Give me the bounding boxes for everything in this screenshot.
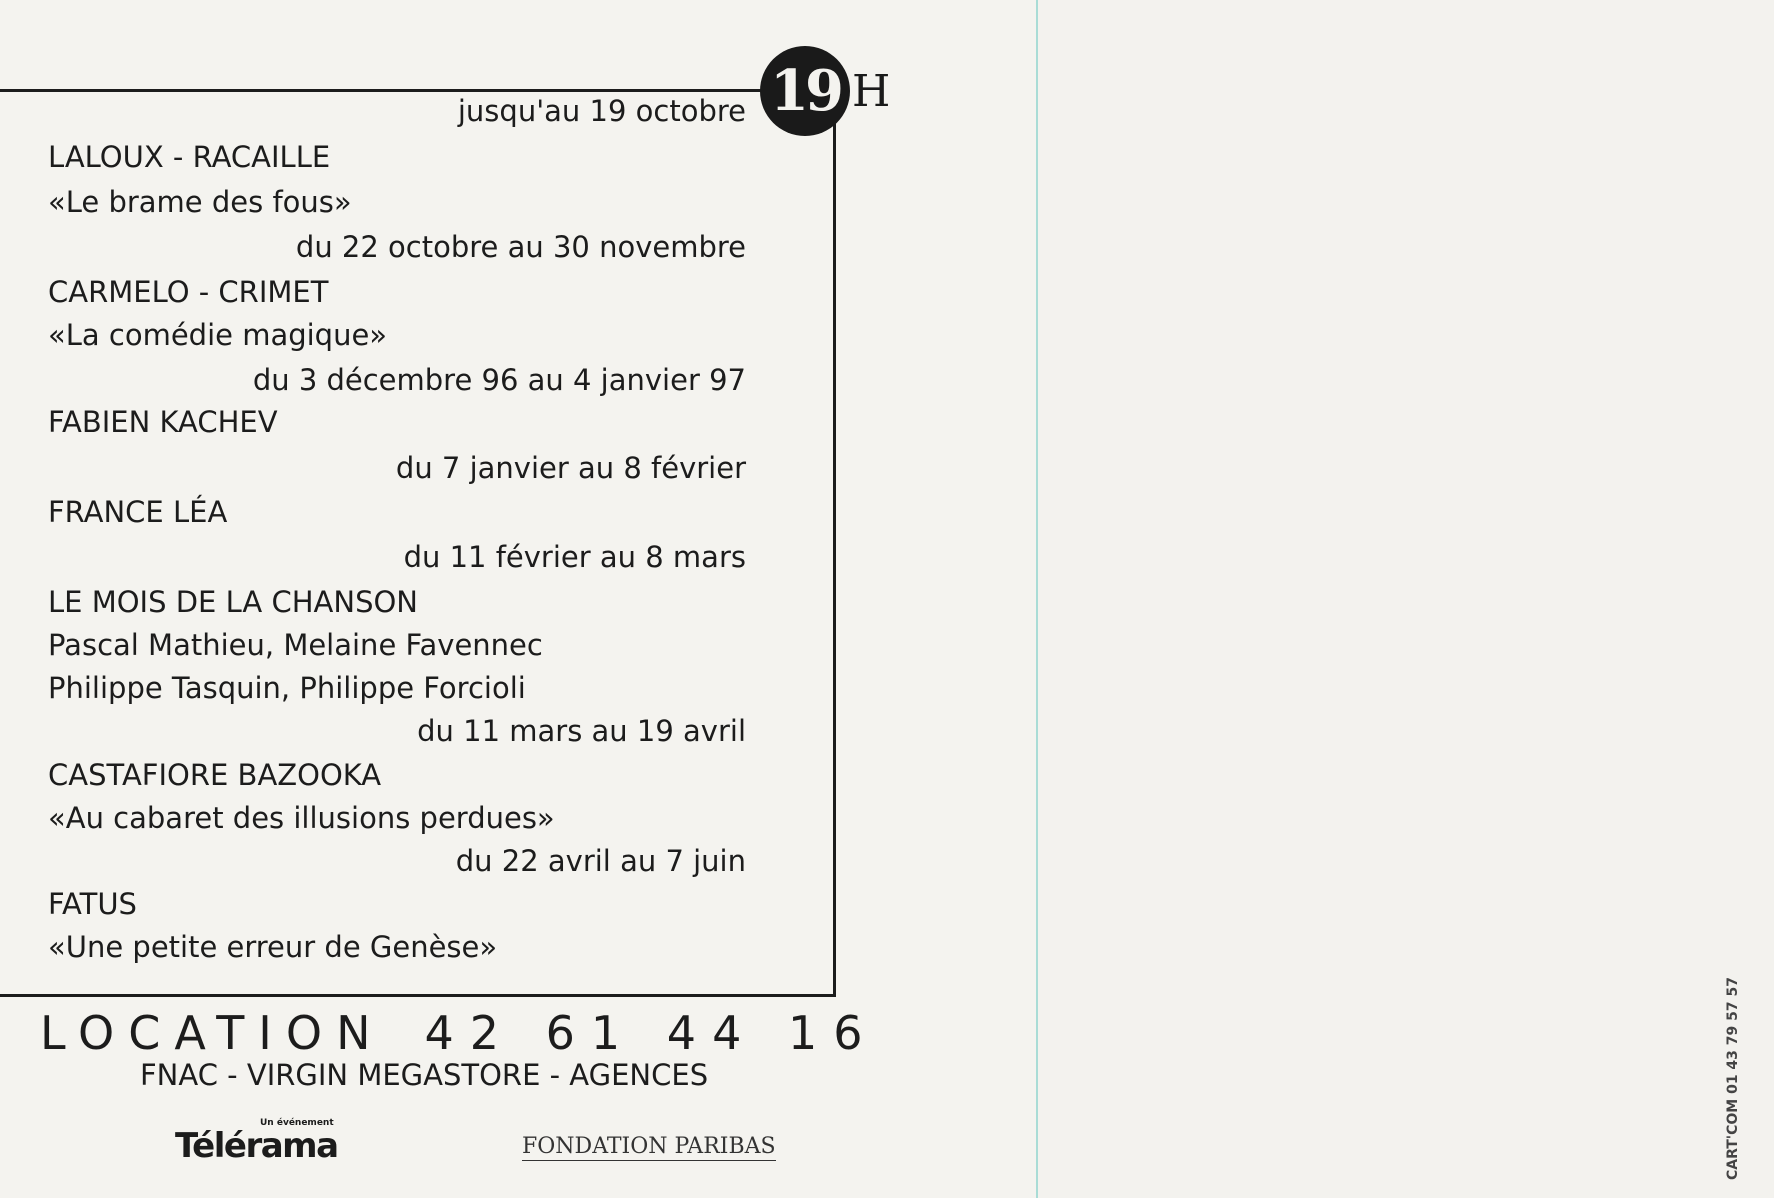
time-badge [760,46,850,136]
program-name-line: FABIEN KACHEV [48,405,278,439]
location-line [40,1006,879,1060]
telerama-wordmark: Télérama [175,1126,338,1166]
location-phone: 42 61 44 16 [424,1006,879,1060]
location-label: LOCATION [40,1006,385,1060]
time-badge-suffix: H [852,66,891,117]
program-name-line: FATUS [48,887,137,921]
program-title-line: Philippe Tasquin, Philippe Forcioli [48,671,526,705]
program-date-line: du 22 octobre au 30 novembre [295,230,746,264]
program-date-line: du 3 décembre 96 au 4 janvier 97 [252,363,746,397]
program-name-line: FRANCE LÉA [48,495,228,529]
ticket-outlets: FNAC - VIRGIN MEGASTORE - AGENCES [140,1058,709,1092]
program-title-line: «Une petite erreur de Genèse» [48,930,498,964]
program-name-line: CASTAFIORE BAZOOKA [48,758,382,792]
program-title-line: «Au cabaret des illusions perdues» [48,801,555,835]
telerama-tagline: Un événement [260,1118,334,1128]
program-title-line: «La comédie magique» [48,318,388,352]
program-name-line: LALOUX - RACAILLE [48,140,331,174]
printer-credit: CART'COM 01 43 79 57 57 [1725,977,1741,1180]
program-title-line: Pascal Mathieu, Melaine Favennec [48,628,543,662]
program-name-line: CARMELO - CRIMET [48,275,329,309]
program-name-line: LE MOIS DE LA CHANSON [48,585,418,619]
time-badge-number: 19 [770,58,840,124]
program-date-line: du 11 février au 8 mars [403,540,746,574]
program-date-line: jusqu'au 19 octobre [457,94,746,128]
fondation-paribas-logo: FONDATION PARIBAS [522,1134,776,1159]
program-date-line: du 7 janvier au 8 février [395,451,746,485]
address-side-blank [1038,0,1774,1198]
program-date-line: du 22 avril au 7 juin [455,844,746,878]
program-title-line: «Le brame des fous» [48,185,352,219]
program-date-line: du 11 mars au 19 avril [417,714,746,748]
